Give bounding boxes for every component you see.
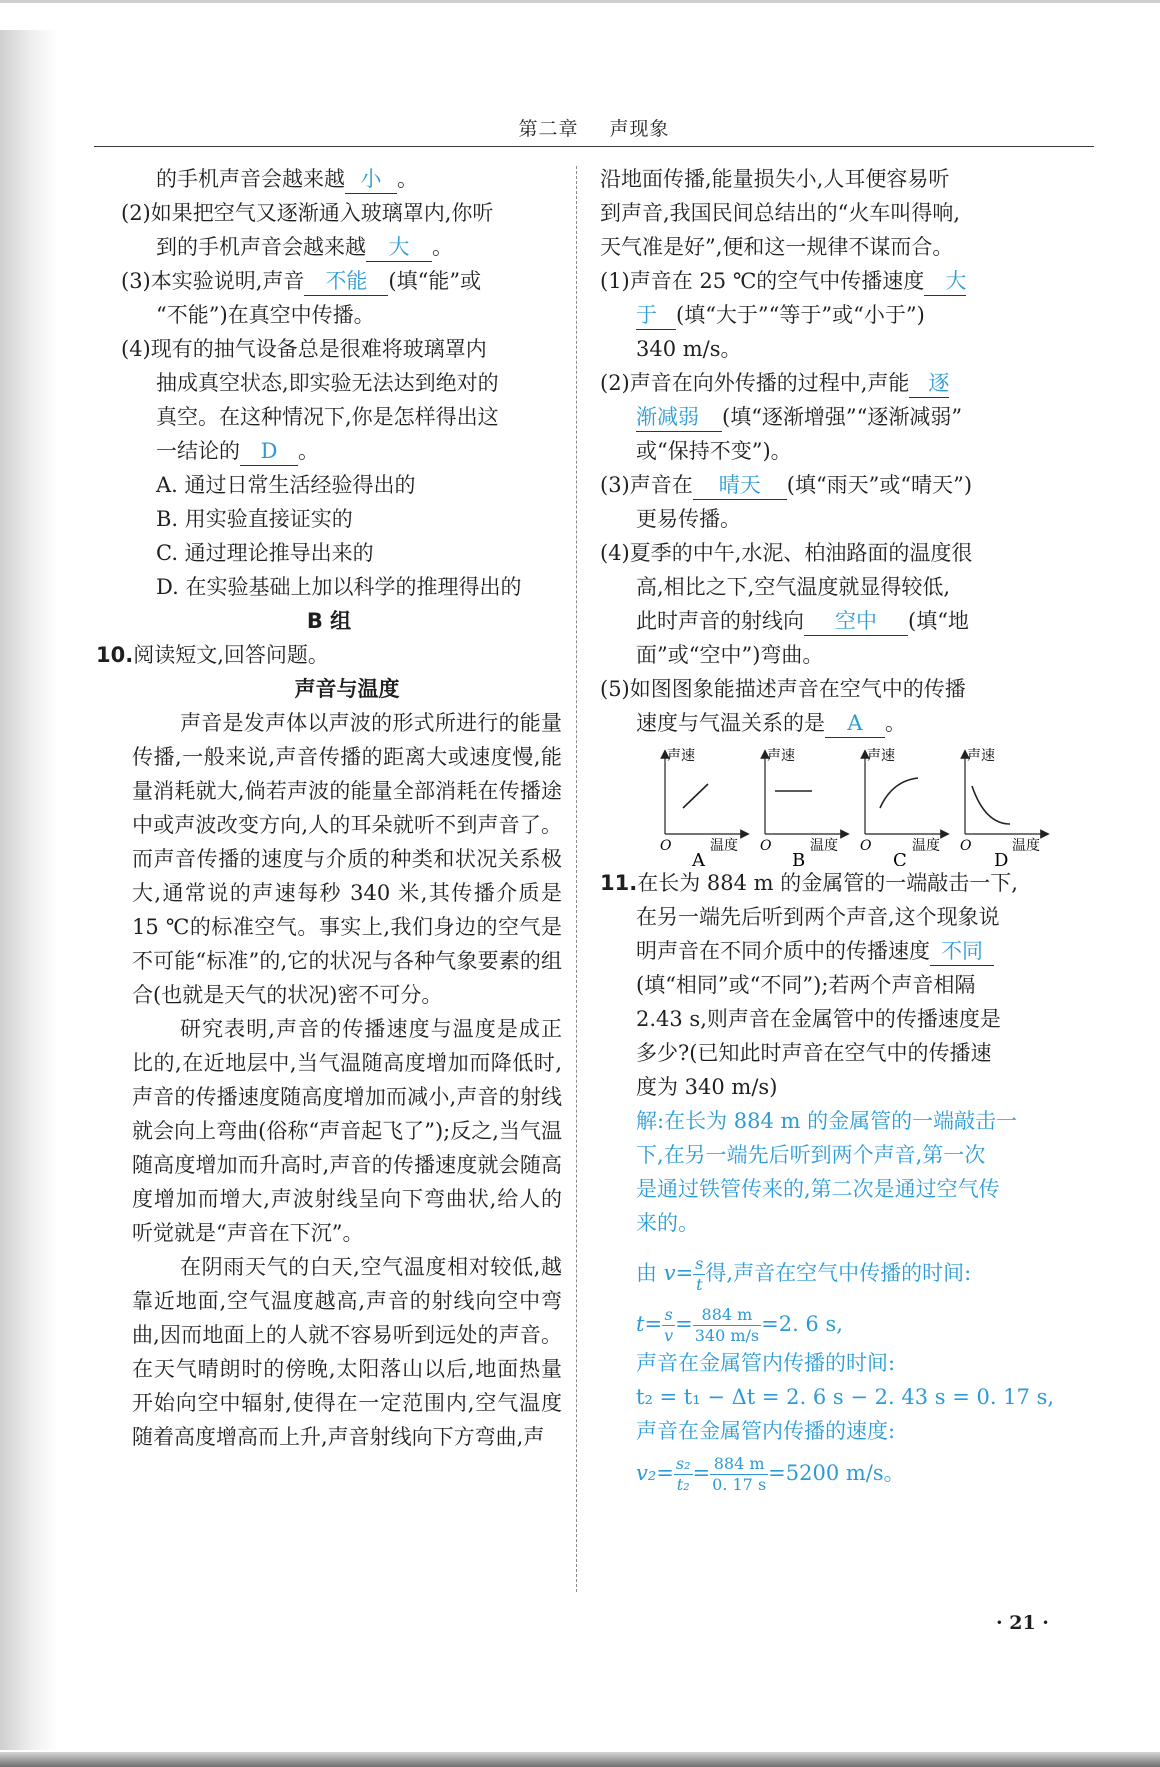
book-page bbox=[58, 0, 1160, 1752]
option-c: C. 通过理论推导出来的 bbox=[156, 541, 374, 565]
x-label-d: 温度 bbox=[1012, 838, 1040, 854]
chapter-title: 声现象 bbox=[609, 118, 670, 140]
answer-blank: 于 bbox=[636, 301, 676, 330]
column-divider bbox=[576, 166, 577, 1592]
q11-line1: 11.在长为 884 m 的金属管的一端敲击一下, bbox=[600, 871, 1018, 895]
answer-blank: 不能 bbox=[304, 267, 388, 296]
page-shadow bbox=[0, 30, 58, 1750]
answer-blank: 逐 bbox=[909, 369, 949, 398]
y-label-b: 声速 bbox=[767, 748, 795, 764]
solution-formula-line: 由 v= $\frac{s}{t}$ 得,声音在空气中传播的时间: bbox=[636, 1254, 972, 1294]
answer-blank: A bbox=[825, 709, 885, 738]
x-label-a: 温度 bbox=[710, 838, 738, 854]
q11-line3: 明声音在不同介质中的传播速度 不同 bbox=[600, 934, 1060, 968]
option-a: A. 通过日常生活经验得出的 bbox=[156, 473, 416, 497]
q9-1-tail: 的手机声音会越来越 小 。 bbox=[96, 162, 562, 196]
origin-b: O bbox=[760, 838, 772, 854]
running-header bbox=[94, 114, 1094, 141]
answer-blank: 空中 bbox=[804, 607, 908, 636]
answer-blank: 大 bbox=[366, 233, 432, 262]
curve-d bbox=[972, 786, 1010, 824]
graph-b bbox=[760, 747, 845, 866]
answer-blank: 渐减弱 bbox=[636, 403, 722, 432]
q10-1-line1: (1)声音在 25 ℃的空气中传播速度 大 bbox=[600, 264, 1060, 298]
fraction-s-v: $\frac{s}{v}$ bbox=[664, 1305, 674, 1345]
solution bbox=[600, 1104, 1060, 1495]
bottom-edge bbox=[0, 1752, 1160, 1767]
q9-4-line3: 真空。在这种情况下,你是怎样得出这 bbox=[156, 405, 499, 429]
q10-3-line2: 更易传播。 bbox=[636, 507, 741, 531]
option-b: B. 用实验直接证实的 bbox=[156, 507, 353, 531]
q10-stem: 10.阅读短文,回答问题。 bbox=[96, 643, 329, 667]
q10-2-line3: 或“保持不变”)。 bbox=[636, 439, 792, 463]
q10-4-line2: 高,相比之下,空气温度就显得较低, bbox=[636, 575, 951, 599]
q11-line5: 2.43 s,则声音在金属管中的传播速度是 bbox=[636, 1007, 1001, 1031]
answer-blank: D bbox=[240, 437, 298, 466]
q10-4-line4: 面”或“空中”)弯曲。 bbox=[636, 643, 824, 667]
q10-1-line2: 于 (填“大于”“等于”或“小于”) bbox=[600, 298, 1060, 332]
page-number: · 21 · bbox=[996, 1612, 1049, 1634]
q11-line7: 度为 340 m/s) bbox=[636, 1075, 778, 1099]
fraction-s-t: $\frac{s}{t}$ bbox=[695, 1254, 704, 1294]
q10-5-line1: (5)如图图象能描述声音在空气中的传播 bbox=[600, 677, 966, 701]
speed-temperature-graphs bbox=[600, 746, 1060, 866]
y-label-a: 声速 bbox=[667, 748, 695, 764]
q10-2-line2: 渐减弱 (填“逐渐增强”“逐渐减弱” bbox=[600, 400, 1060, 434]
graph-d bbox=[960, 747, 1045, 866]
q9-4-line2: 抽成真空状态,即实验无法达到绝对的 bbox=[156, 371, 499, 395]
article-cont-1: 沿地面传播,能量损失小,人耳便容易听 bbox=[600, 167, 950, 191]
group-heading: B 组 bbox=[306, 609, 352, 633]
q10-4-line1: (4)夏季的中午,水泥、柏油路面的温度很 bbox=[600, 541, 973, 565]
q10-1-line3: 340 m/s。 bbox=[636, 337, 742, 361]
q11-line4: (填“相同”或“不同”);若两个声音相隔 bbox=[636, 973, 976, 997]
origin-d: O bbox=[960, 838, 972, 854]
curve-c bbox=[880, 778, 918, 808]
q11-line6: 多少?(已知此时声音在空气中的传播速 bbox=[636, 1041, 992, 1065]
article-paragraph-3: 在阴雨天气的白天,空气温度相对较低,越靠近地面,空气温度越高,声音的射线向空中弯曲,因而地面上的人就不容易听到远处的声音。在天气晴朗时的傍晚,太阳落山以后,地面热量开始向空中辐射,使得在一定范围内,空气温度随着高度增高而上升,声音射线向下方弯曲,声 bbox=[132, 1255, 562, 1449]
answer-blank: 不同 bbox=[930, 937, 994, 966]
answer-blank: 大 bbox=[924, 267, 966, 296]
solution-line2: 下,在另一端先后听到两个声音,第一次 bbox=[636, 1143, 986, 1167]
answer-blank: 小 bbox=[345, 165, 397, 194]
q9-2-line1: (2)如果把空气又逐渐通入玻璃罩内,你听 bbox=[121, 201, 494, 225]
q10-3-line1: (3)声音在 晴天 (填“雨天”或“晴天”) bbox=[600, 468, 1060, 502]
q10-2-line1: (2)声音在向外传播的过程中,声能 逐 bbox=[600, 366, 1060, 400]
graph-a bbox=[660, 747, 745, 866]
q9-3-line1: (3)本实验说明,声音 不能 (填“能”或 bbox=[96, 264, 562, 298]
origin-c: O bbox=[860, 838, 872, 854]
fraction-884-340: $\frac{884 m}{340 m/s}$ bbox=[694, 1305, 760, 1345]
label-b: B bbox=[792, 850, 806, 866]
solution-line9: 声音在金属管内传播的速度: bbox=[636, 1419, 896, 1443]
solution-line1: 解:在长为 884 m 的金属管的一端敲击一 bbox=[636, 1109, 1018, 1133]
graph-panel bbox=[600, 746, 1060, 866]
solution-line4: 来的。 bbox=[636, 1211, 699, 1235]
solution-line8: t₂ = t₁ − Δt = 2. 6 s − 2. 43 s = 0. 17 s, bbox=[636, 1385, 1055, 1409]
x-label-b: 温度 bbox=[810, 838, 838, 854]
label-a: A bbox=[692, 850, 705, 866]
solution-line7: 声音在金属管内传播的时间: bbox=[636, 1351, 896, 1375]
x-label-c: 温度 bbox=[912, 838, 940, 854]
q9-4-line4: 一结论的 D 。 bbox=[96, 434, 562, 468]
curve-a bbox=[683, 784, 708, 808]
left-column bbox=[96, 162, 562, 1454]
graph-c bbox=[860, 747, 945, 866]
article-title: 声音与温度 bbox=[294, 677, 400, 701]
answer-blank: 晴天 bbox=[693, 471, 787, 500]
article-cont-3: 天气准是好”,便和这一规律不谋而合。 bbox=[600, 235, 954, 259]
q10-5-line2: 速度与气温关系的是 A 。 bbox=[600, 706, 1060, 740]
y-label-c: 声速 bbox=[867, 748, 895, 764]
q11-line2: 在另一端先后听到两个声音,这个现象说 bbox=[636, 905, 1000, 929]
label-c: C bbox=[893, 850, 907, 866]
y-label-d: 声速 bbox=[967, 748, 995, 764]
q10-4-line3: 此时声音的射线向 空中 (填“地 bbox=[600, 604, 1060, 638]
solution-time-air: t= $\frac{s}{v}$ = $\frac{884 m}{340 m/s}$ =2. 6 s, bbox=[636, 1305, 843, 1345]
solution-speed-metal: v₂= $\frac{\text{s₂}}{\text{t₂}}$ = $\frac{884 m}{0. 17 s}$ =5200 m/s。 bbox=[636, 1454, 905, 1494]
solution-line3: 是通过铁管传来的,第二次是通过空气传 bbox=[636, 1177, 1000, 1201]
article-cont-2: 到声音,我国民间总结出的“火车叫得响, bbox=[600, 201, 961, 225]
origin-a: O bbox=[660, 838, 672, 854]
option-d: D. 在实验基础上加以科学的推理得出的 bbox=[156, 575, 522, 599]
right-column bbox=[600, 162, 1060, 1495]
q9-4-line1: (4)现有的抽气设备总是很难将玻璃罩内 bbox=[121, 337, 487, 361]
fraction-s2-t2: $\frac{\text{s₂}}{\text{t₂}}$ bbox=[675, 1454, 691, 1494]
q9-2-line2: 到的手机声音会越来越 大 。 bbox=[96, 230, 562, 264]
chapter-label: 第二章 bbox=[518, 118, 579, 140]
header-rule bbox=[94, 146, 1094, 147]
q9-3-line2: “不能”)在真空中传播。 bbox=[156, 303, 375, 327]
label-d: D bbox=[994, 850, 1009, 866]
article-paragraph-1: 声音是发声体以声波的形式所进行的能量传播,一般来说,声音传播的距离大或速度慢,能量消耗就大,倘若声波的能量全部消耗在传播途中或声波改变方向,人的耳朵就听不到声音了。而声音传播的速度与介质的种类和状况关系极大,通常说的声速每秒 340 米,其传播介质是 15 ℃的标准空气。事实上,我们身边的空气是不可能“标准”的,它的状况与各种气象要素的组合(也就是天气的状况)密不可分。 bbox=[132, 711, 562, 1007]
article-paragraph-2: 研究表明,声音的传播速度与温度是成正比的,在近地层中,当气温随高度增加而降低时,声音的传播速度随高度增加而减小,声音的射线就会向上弯曲(俗称“声音起飞了”);反之,当气温随高度增加而升高时,声音的传播速度就会随高度增加而增大,声波射线呈向下弯曲状,给人的听觉就是“声音在下沉”。 bbox=[132, 1017, 562, 1245]
fraction-884-017: $\frac{884 m}{0. 17 s}$ bbox=[712, 1454, 767, 1494]
